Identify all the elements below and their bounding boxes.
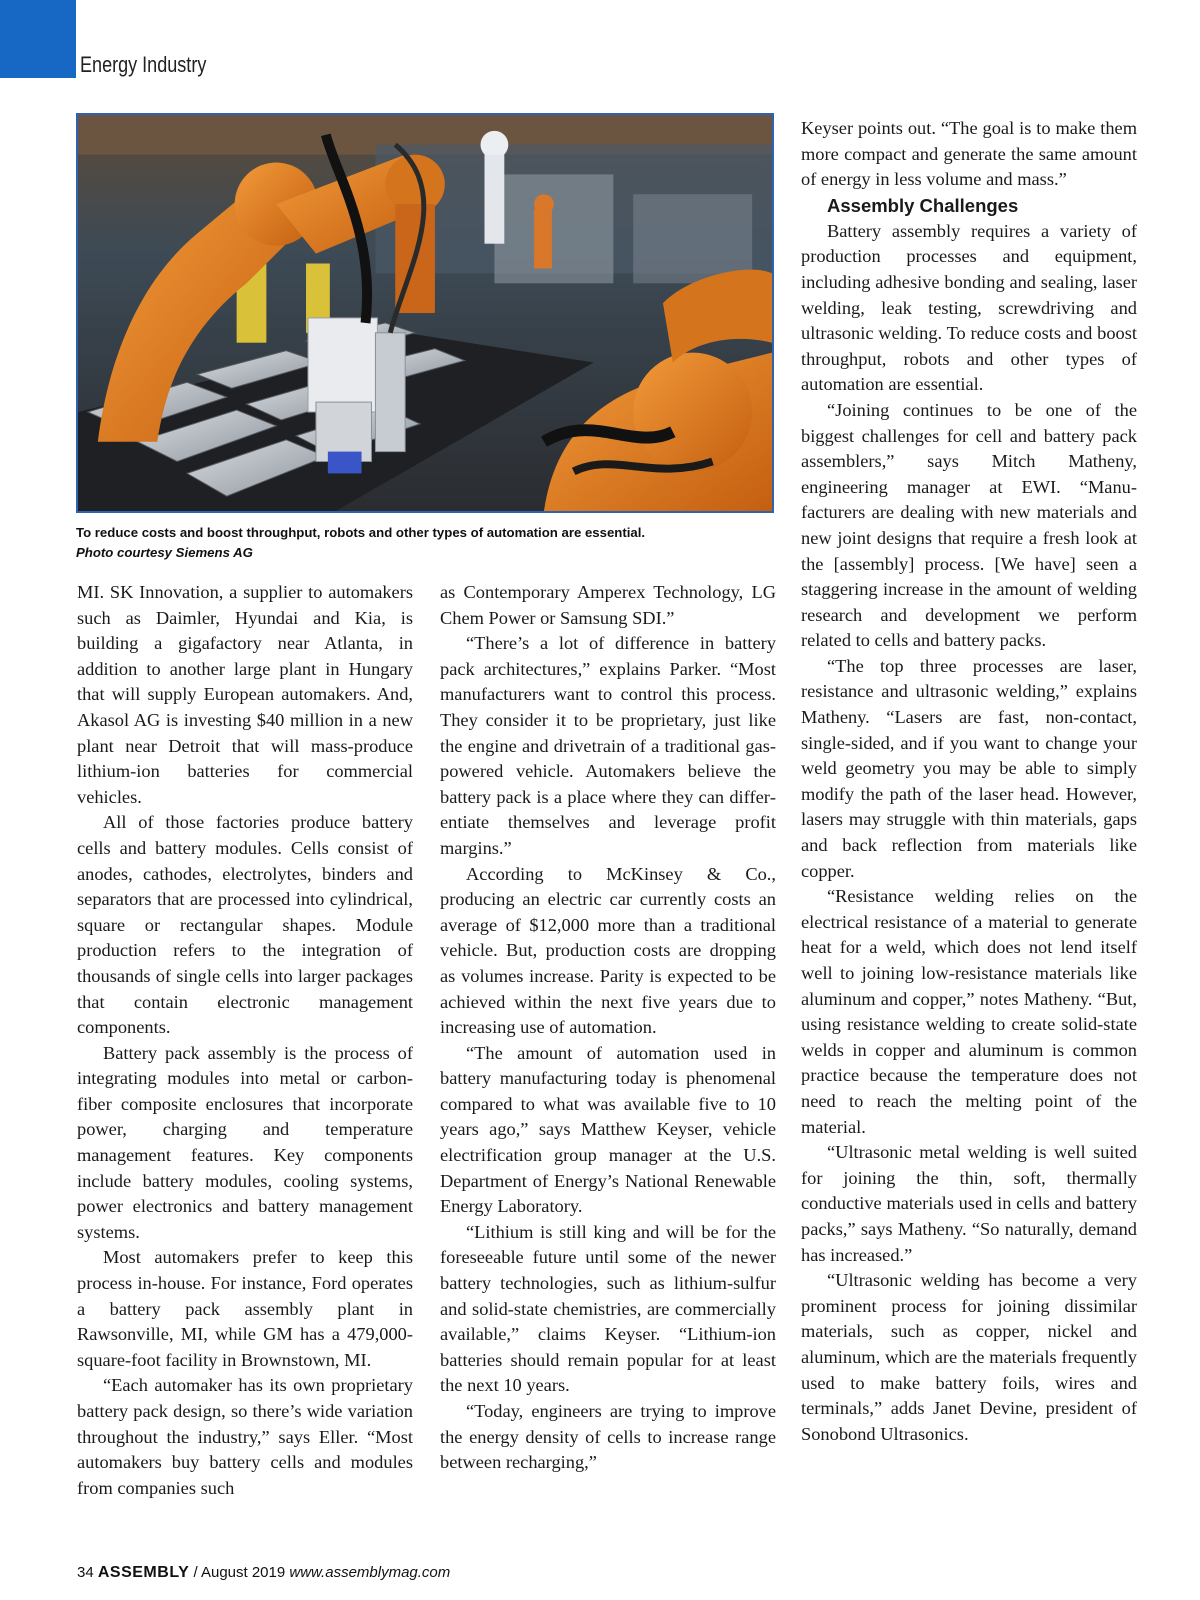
paragraph: MI. SK Innovation, a supplier to automakers such as Daimler, Hyundai and Kia, is building a gigafactory near Atlanta, in addition to another large plant in Hungary that will supply European automakers. And, Akasol AG is investing $40 million in a new plant near Detroit that will mass-produce lithium-ion batteries for commercial vehicles.: [77, 582, 413, 807]
paragraph: “Joining continues to be one of the biggest challenges for cell and battery pack assemblers,” says Mitch Matheny, engineering manager at EWI. “Manufacturers are dealing with new materials and new joint designs that require a fresh look at the [assembly] process. [We have] seen a staggering increase in the amount of welding research and development we perform related to cells and battery packs.: [801, 399, 1137, 651]
paragraph: “The top three processes are laser, resistance and ultrasonic welding,” explains Matheny. “Lasers are fast, non-contact, single-sided, and if you want to change your weld geometry you may be able to simply modify the path of the laser head. However, lasers may struggle with thin materials, gaps and back reflection from materials like copper.: [801, 655, 1137, 881]
paragraph: “There’s a lot of difference in battery pack architectures,” explains Parker. “Most manufacturers want to control this process. They consider it to be proprietary, just like the engine and drivetrain of a traditional gas-powered vehicle. Automakers believe the battery pack is a place where they can differentiate themselves and leverage profit margins.”: [440, 633, 776, 858]
page-footer: [77, 1564, 450, 1582]
article-column-1: [77, 580, 413, 1501]
photo-caption: [76, 523, 776, 563]
paragraph: According to McKinsey & Co., producing an electric car currently costs an average of $12,000 more than a traditional vehicle. But, production costs are dropping as volumes increase. Parity is expected to be achieved within the next five years due to increasing use of automation.: [440, 863, 776, 1038]
robot-factory-illustration: [78, 115, 772, 511]
magazine-name: ASSEMBLY: [97, 1564, 190, 1581]
article-photo: [76, 113, 774, 513]
article-column-3: [801, 116, 1137, 1447]
paragraph: “Ultrasonic metal welding is well suited for joining the thin, soft, thermally conductive materials used in cells and battery packs,” says Matheny. “So naturally, demand has increased.”: [801, 1142, 1137, 1265]
section-subheading: Assembly Challenges: [827, 194, 1019, 216]
website-link: www.assemblymag.com: [289, 1564, 451, 1581]
page-number: 34: [77, 1564, 94, 1581]
paragraph: “The amount of automation used in battery manufacturing today is phenomenal compared to what was available five to 10 years ago,” says Matthew Keyser, vehicle electrification group manager at the U.S. Department of Energy’s National Renewable Energy Laboratory.: [440, 1042, 776, 1217]
paragraph: Most automakers prefer to keep this process in-house. For instance, Ford operates a battery pack assembly plant in Rawsonville, MI, while GM has a 479,000-square-foot facility in Brownstown, MI.: [77, 1247, 413, 1370]
caption-text: To reduce costs and boost throughput, robots and other types of automation are essential.: [76, 525, 646, 540]
paragraph: “Today, engineers are trying to improve the energy density of cells to increase range between recharging,”: [440, 1401, 776, 1473]
issue-date: / August 2019: [193, 1564, 286, 1581]
paragraph: as Contemporary Amperex Technology, LG Chem Power or Samsung SDI.”: [440, 582, 776, 628]
paragraph: Keyser points out. “The goal is to make them more compact and generate the same amount of energy in less volume and mass.”: [801, 118, 1137, 190]
paragraph: “Resistance welding relies on the electrical resistance of a material to generate heat for a weld, which does not lend itself well to joining low-resistance materials like aluminum and copper,” notes Matheny. “But, using resistance welding to create solid-state welds in copper and aluminum is common practice because the temperature does not need to reach the melting point of the material.: [801, 886, 1137, 1137]
paragraph: All of those factories produce battery cells and battery modules. Cells consist of anodes, cathodes, electrolytes, binders and separators that are processed into cylindrical, square or rectangular shapes. Module production refers to the integration of thousands of single cells into larger packages that contain electronic management components.: [77, 812, 413, 1038]
paragraph: “Lithium is still king and will be for the foreseeable future until some of the newer battery technologies, such as lithium-sulfur and solid-state chemistries, are commercially available,” claims Keyser. “Lithium-ion batteries should remain popular for at least the next 10 years.: [440, 1221, 776, 1396]
section-label: Energy Industry: [80, 52, 207, 77]
section-color-block: [0, 0, 76, 78]
paragraph: “Each automaker has its own proprietary battery pack design, so there’s wide variation throughout the industry,” says Eller. “Most automakers buy battery cells and modules from companies such: [77, 1375, 413, 1498]
paragraph: Battery assembly requires a variety of production processes and equipment, including adhesive bonding and sealing, laser welding, leak testing, screwdriving and ultrasonic welding. To reduce costs and boost throughput, robots and other types of automation are essential.: [801, 220, 1137, 395]
article-column-2: [440, 580, 776, 1476]
photo-credit: Photo courtesy Siemens AG: [76, 545, 253, 560]
paragraph: “Ultrasonic welding has become a very prominent process for joining dissimilar materials, such as copper, nickel and aluminum, which are the materials frequently used to make battery foils, wires and terminals,” adds Janet Devine, president of Sonobond Ultrasonics.: [801, 1270, 1137, 1444]
paragraph: Battery pack assembly is the process of integrating modules into metal or carbon-fiber composite enclosures that incorporate power, charging and temperature management features. Key components include battery modules, cooling systems, power electronics and battery management systems.: [77, 1042, 413, 1242]
